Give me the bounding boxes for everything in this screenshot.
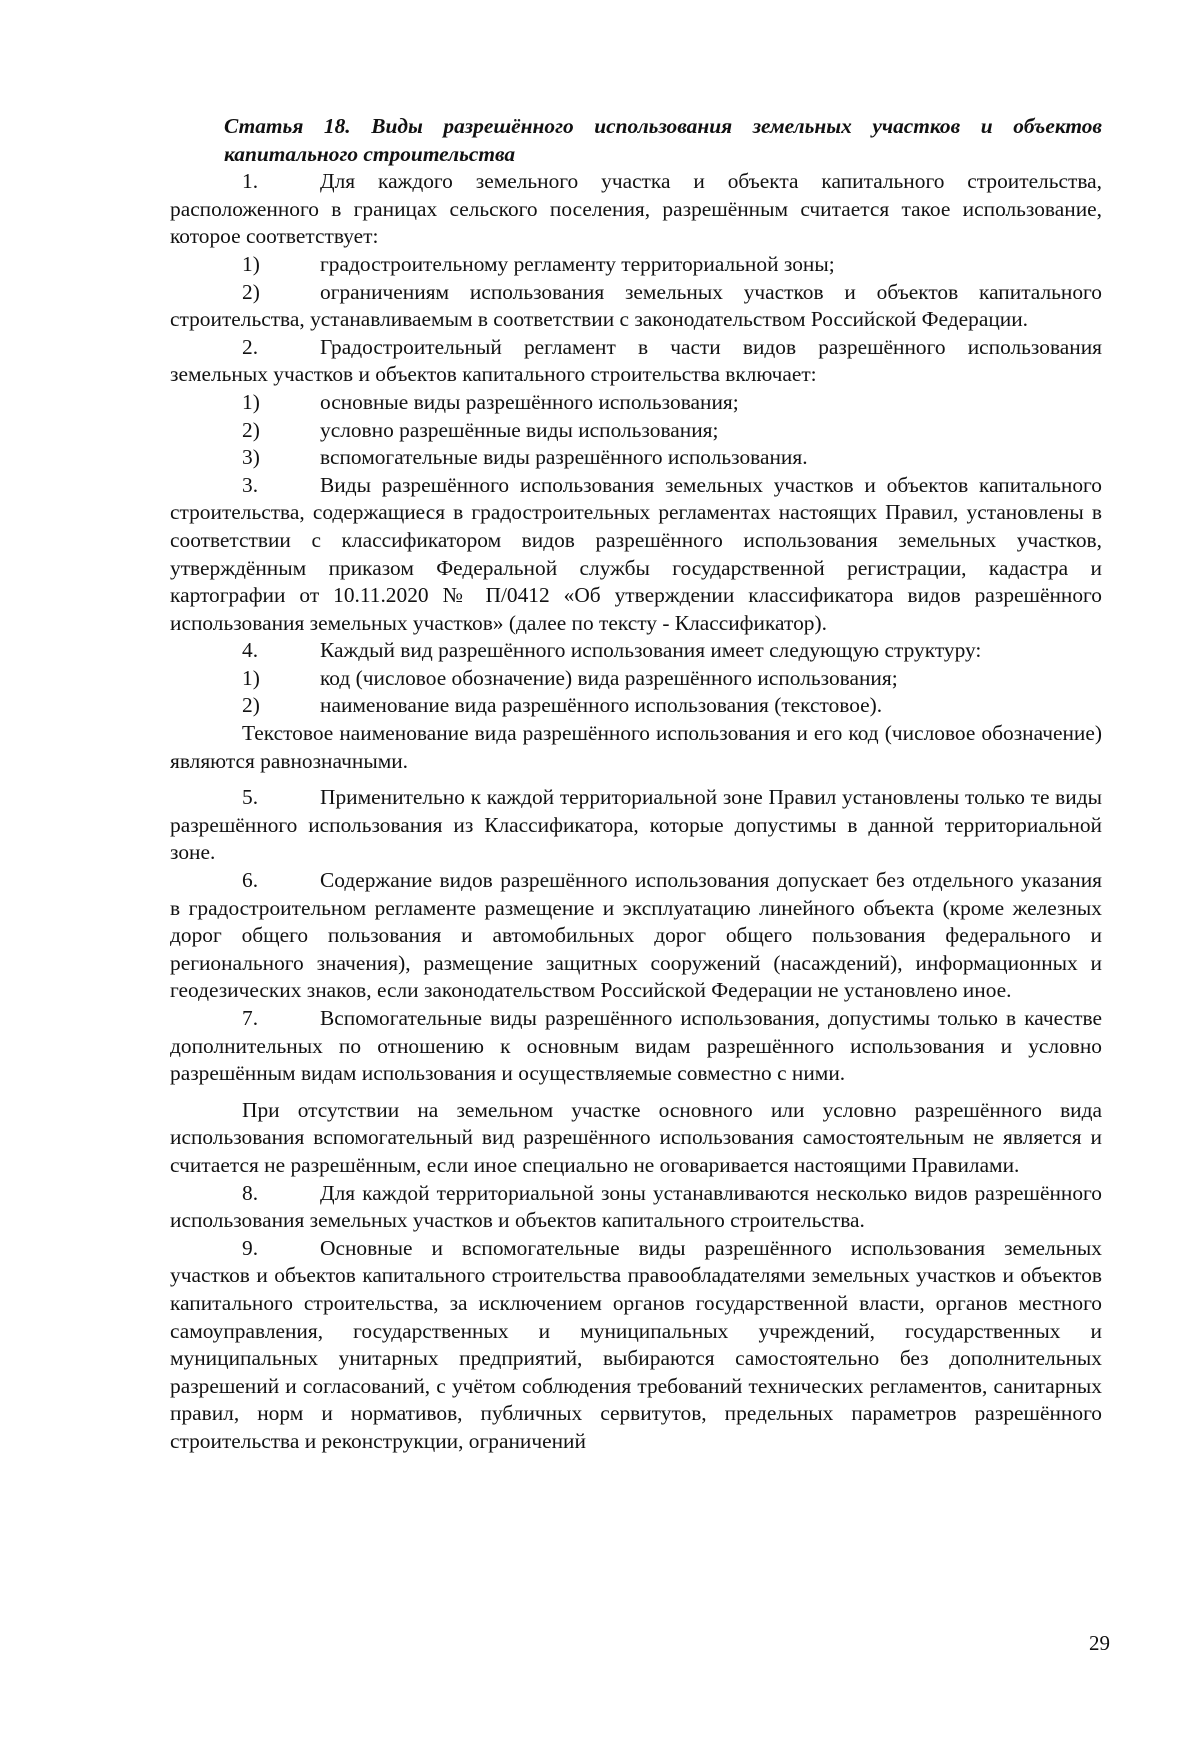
list-item-number: 1) <box>242 389 260 414</box>
page-number: 29 <box>1089 1631 1110 1655</box>
document-body <box>170 113 1102 1456</box>
list-item-text: код (числовое обозначение) вида разрешённого использования; <box>320 665 898 690</box>
clause-8 <box>170 1180 1102 1235</box>
clause-number: 5. <box>242 785 259 810</box>
clause-note: При отсутствии на земельном участке основного или условно разрешённого вида использования вспомогательный вид разрешённого использования самостоятельным не является и считается не разрешённым, если иное специально не оговаривается настоящими Правилами. <box>170 1097 1102 1177</box>
clause-number: 4. <box>242 638 259 663</box>
list-item <box>170 665 1102 693</box>
list-item-text: наименование вида разрешённого использования (текстовое). <box>320 693 883 718</box>
clause-text: Основные и вспомогательные виды разрешённого использования земельных участков и объектов капитального строительства правообладателями земельных участков и объектов капитального строительства, за исключением органов государственной власти, органов местного самоуправления, государственных и муниципальных учреждений, государственных и муниципальных унитарных предприятий, выбираются самостоятельно без дополнительных разрешений и согласований, с учётом соблюдения требований технических регламентов, санитарных правил, норм и нормативов, публичных сервитутов, предельных параметров разрешённого строительства и реконструкции, ограничений <box>170 1235 1102 1453</box>
list-item-text: вспомогательные виды разрешённого использования. <box>320 445 808 470</box>
clause-number: 9. <box>242 1235 259 1260</box>
list-item-number: 2) <box>242 279 260 304</box>
list-item-number: 2) <box>242 693 260 718</box>
clause-text: Содержание видов разрешённого использования допускает без отдельного указания в градостроительном регламенте размещение и эксплуатацию линейного объекта (кроме железных дорог общего пользования и автомобильных дорог общего пользования федерального и регионального значения), размещение защитных сооружений (насаждений), информационных и геодезических знаков, если законодательством Российской Федерации не установлено иное. <box>170 868 1102 1003</box>
list-item-text: условно разрешённые виды использования; <box>320 417 719 442</box>
clause-text: Для каждого земельного участка и объекта капитального строительства, расположенного в границах сельского поселения, разрешённым считается такое использование, которое соответствует: <box>170 169 1102 249</box>
clause-1 <box>170 168 1102 251</box>
list-item <box>170 251 1102 279</box>
list-item-text: основные виды разрешённого использования; <box>320 389 739 414</box>
list-item <box>170 389 1102 417</box>
clause-9 <box>170 1235 1102 1456</box>
list-item-number: 2) <box>242 417 260 442</box>
clause-note: Текстовое наименование вида разрешённого использования и его код (числовое обозначение) являются равнозначными. <box>170 721 1102 773</box>
article-heading: Статья 18. Виды разрешённого использования земельных участков и объектов капитального строительства <box>224 114 1102 166</box>
list-item <box>170 279 1102 334</box>
clause-6 <box>170 867 1102 1005</box>
clause-4 <box>170 637 1102 665</box>
clause-text: Каждый вид разрешённого использования имеет следующую структуру: <box>320 638 982 663</box>
list-item <box>170 417 1102 445</box>
list-item-number: 1) <box>242 251 260 276</box>
list-item <box>170 692 1102 720</box>
clause-text: Виды разрешённого использования земельных участков и объектов капитального строительства, содержащиеся в градостроительных регламентах настоящих Правил, установлены в соответствии с классификатором видов разрешённого использования земельных участков, утверждённым приказом Федеральной службы государственной регистрации, кадастра и картографии от 10.11.2020 № П/0412 «Об утверждении классификатора видов разрешённого использования земельных участков» (далее по тексту - Классификатор). <box>170 472 1102 635</box>
clause-text: Для каждой территориальной зоны устанавливаются несколько видов разрешённого использования земельных участков и объектов капитального строительства. <box>170 1180 1102 1233</box>
list-item-number: 1) <box>242 665 260 690</box>
list-item-text: ограничениям использования земельных участков и объектов капитального строительства, устанавливаемым в соответствии с законодательством Российской Федерации. <box>170 279 1102 332</box>
list-item-number: 3) <box>242 445 260 470</box>
clause-text: Вспомогательные виды разрешённого использования, допустимы только в качестве дополнительных по отношению к основным видам разрешённого использования и условно разрешённым видам использования и осуществляемые совместно с ними. <box>170 1006 1102 1086</box>
clause-text: Применительно к каждой территориальной зоне Правил установлены только те виды разрешённого использования из Классификатора, которые допустимы в данной территориальной зоне. <box>170 785 1102 865</box>
clause-7 <box>170 1005 1102 1088</box>
clause-number: 2. <box>242 334 259 359</box>
clause-3 <box>170 472 1102 638</box>
clause-text: Градостроительный регламент в части видов разрешённого использования земельных участков и объектов капитального строительства включает: <box>170 334 1102 387</box>
clause-2 <box>170 334 1102 389</box>
clause-5 <box>170 784 1102 867</box>
list-item <box>170 444 1102 472</box>
clause-number: 1. <box>242 169 259 194</box>
list-item-text: градостроительному регламенту территориальной зоны; <box>320 251 835 276</box>
clause-number: 8. <box>242 1180 259 1205</box>
clause-number: 7. <box>242 1006 259 1030</box>
clause-number: 3. <box>242 472 259 497</box>
clause-number: 6. <box>242 868 259 893</box>
